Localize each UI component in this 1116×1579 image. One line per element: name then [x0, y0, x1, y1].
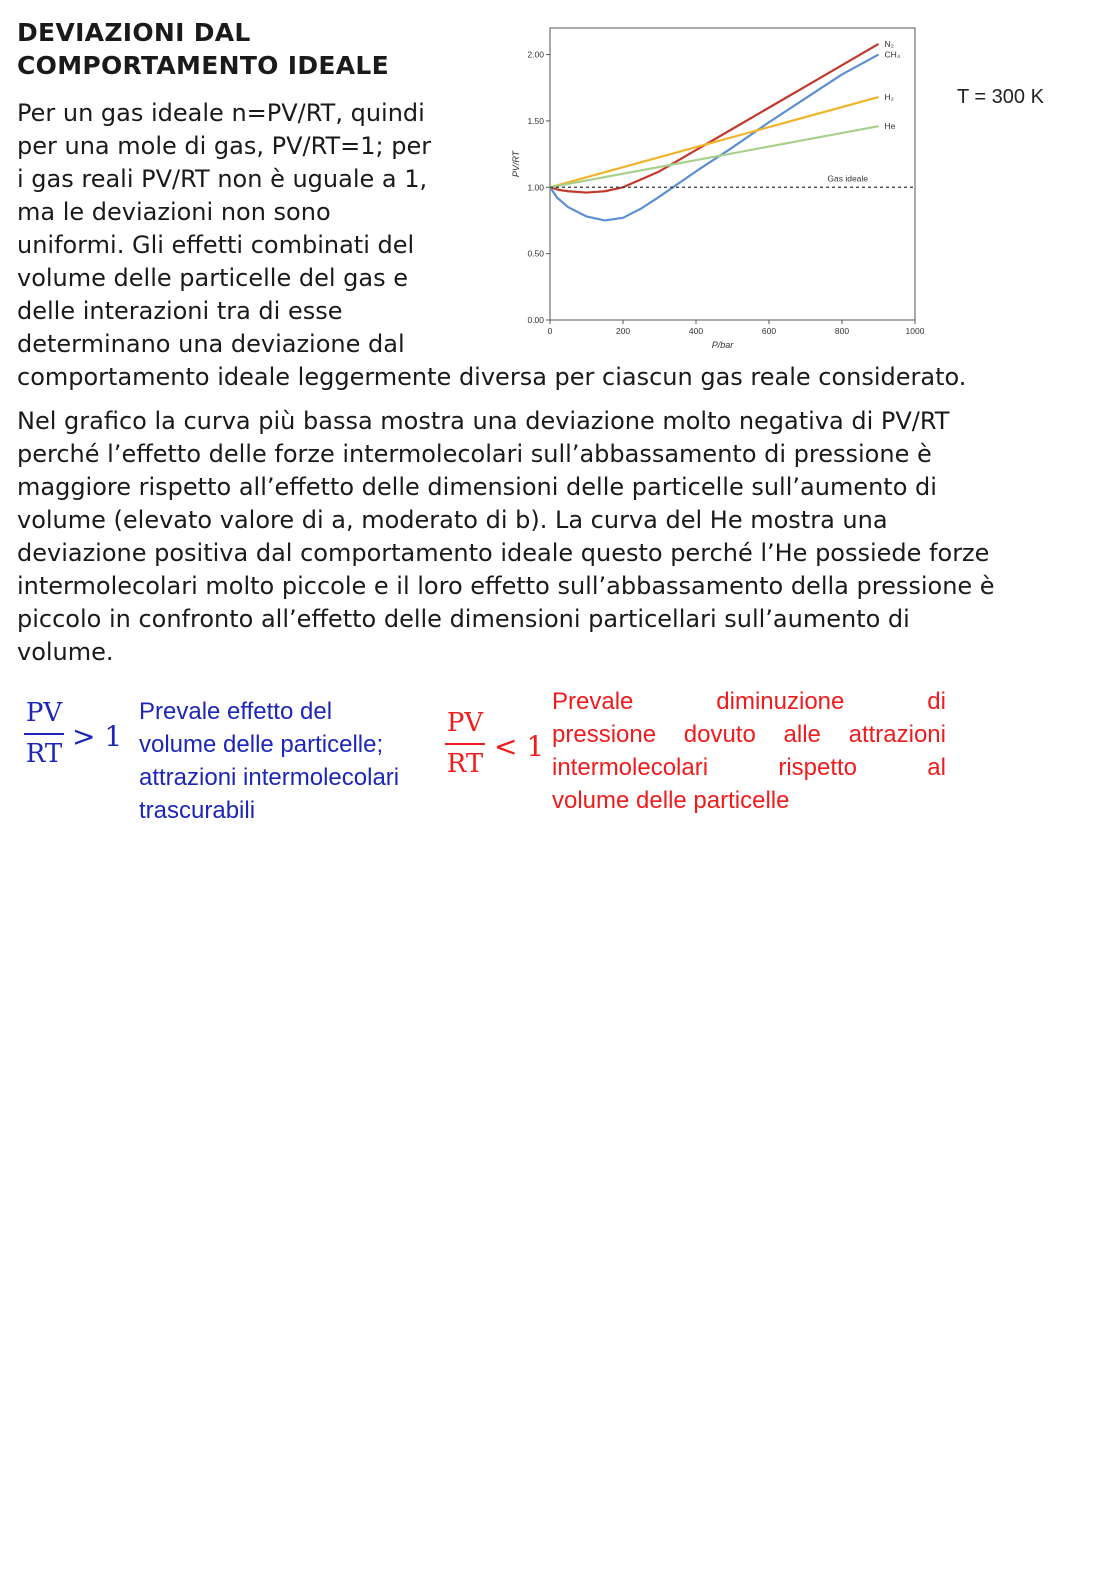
x-axis-label: P/bar: [711, 340, 734, 350]
y-tick-label: 0.00: [527, 315, 544, 325]
series-label: CH₄: [884, 49, 901, 60]
note-word: di: [927, 688, 946, 715]
note-word: alle: [783, 721, 821, 748]
intro-line: delle interazioni tra di esse: [17, 297, 343, 325]
intro-line: ma le deviazioni non sono: [17, 198, 331, 226]
chart-svg: [505, 20, 925, 360]
fraction-numerator: PV: [25, 698, 63, 728]
explanation-line: volume (elevato valore di a, moderato di b). La curva del He mostra una: [17, 506, 888, 534]
fraction-denominator: RT: [25, 739, 63, 769]
explanation-line: piccolo in confronto all’effetto delle dimensioni particellari sull’aumento di: [17, 605, 910, 633]
note-lt-line: [552, 718, 946, 751]
x-tick-label: 1000: [905, 326, 925, 336]
note-word: al: [927, 754, 946, 781]
note-gt-line: attrazioni intermolecolari: [139, 764, 400, 791]
fraction-numerator: PV: [446, 708, 484, 738]
y-tick-label: 2.00: [527, 49, 544, 60]
explanation-line: volume.: [17, 638, 114, 666]
explanation-line: Nel grafico la curva più bassa mostra una deviazione molto negativa di PV/RT: [17, 407, 950, 435]
note-lt-line: volume delle particelle: [552, 787, 790, 814]
note-word: Prevale: [552, 688, 634, 715]
series-label: N₂: [884, 38, 894, 49]
pv-rt-chart: [505, 20, 925, 360]
intro-line: uniformi. Gli effetti combinati del: [17, 231, 415, 259]
explanation-line: maggiore rispetto all’effetto delle dimensioni delle particelle sull’aumento di: [17, 473, 937, 501]
y-tick-label: 0.50: [527, 248, 544, 259]
note-word: attrazioni: [848, 721, 946, 748]
fraction-bar: [445, 743, 485, 745]
note-word: pressione: [552, 721, 657, 748]
note-word: rispetto: [778, 754, 858, 781]
series-line: [550, 55, 879, 221]
note-gt: [139, 695, 399, 827]
note-gt-line: trascurabili: [139, 797, 256, 824]
intro-line: per una mole di gas, PV/RT=1; per: [17, 132, 432, 160]
note-gt-line: Prevale effetto del: [139, 698, 333, 725]
intro-line: i gas reali PV/RT non è uguale a 1,: [17, 165, 428, 193]
intro-line: determinano una deviazione dal: [17, 330, 405, 358]
intro-line: Per un gas ideale n=PV/RT, quindi: [17, 99, 425, 127]
x-tick-label: 600: [761, 326, 777, 336]
note-word: diminuzione: [716, 688, 845, 715]
x-tick-label: 800: [834, 326, 850, 336]
note-word: intermolecolari: [552, 754, 709, 781]
note-lt-line: [552, 685, 946, 718]
title-line-1: DEVIAZIONI DAL: [17, 18, 251, 47]
title-line-2: COMPORTAMENTO IDEALE: [17, 51, 390, 80]
relation-gt: > 1: [72, 720, 123, 753]
note-lt-line: [552, 751, 946, 784]
x-tick-label: 400: [688, 326, 704, 336]
relation-lt: < 1: [494, 730, 545, 763]
y-tick-label: 1.00: [527, 182, 544, 193]
intro-line: volume delle particelle del gas e: [17, 264, 408, 292]
series-label-ideal: Gas ideale: [827, 173, 869, 184]
fraction-gt: [24, 698, 64, 769]
temperature-label: T = 300 K: [957, 86, 1044, 108]
intro-line: comportamento ideale leggermente diversa per ciascun gas reale considerato.: [17, 363, 967, 391]
x-tick-label: 0: [547, 326, 553, 336]
series-label: He: [884, 121, 896, 132]
explanation-line: intermolecolari molto piccole e il loro effetto sull’abbassamento della pressione è: [17, 572, 995, 600]
x-tick-label: 200: [615, 326, 631, 336]
explanation-line: perché l’effetto delle forze intermolecolari sull’abbassamento di pressione è: [17, 440, 932, 468]
fraction-denominator: RT: [446, 749, 484, 779]
explanation-paragraph: [17, 405, 1102, 669]
note-lt: [552, 685, 946, 817]
page-title: [17, 16, 487, 82]
explanation-line: deviazione positiva dal comportamento ideale questo perché l’He possiede forze: [17, 539, 990, 567]
fraction-lt: [445, 708, 485, 779]
note-gt-line: volume delle particelle;: [139, 731, 384, 758]
note-word: dovuto: [683, 721, 756, 748]
series-line: [550, 44, 879, 193]
y-axis-label: PV/RT: [511, 150, 521, 178]
series-label: H₂: [884, 92, 894, 103]
fraction-bar: [24, 733, 64, 735]
y-tick-label: 1.50: [527, 115, 544, 126]
